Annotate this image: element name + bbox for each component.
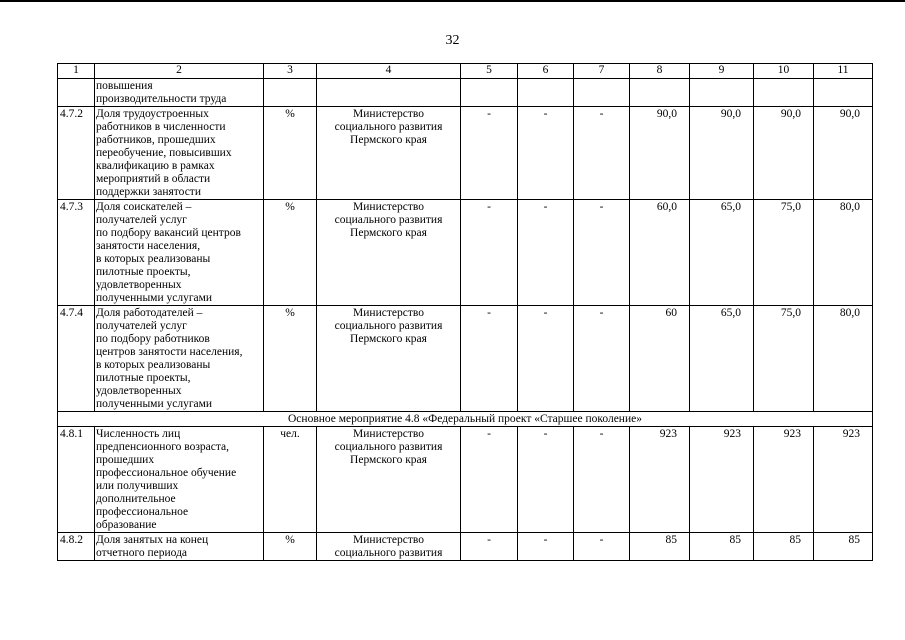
col-header: 7 (574, 64, 630, 79)
value-col10: 75,0 (754, 200, 814, 306)
section-row (58, 412, 873, 427)
value-col11: 90,0 (814, 107, 873, 200)
value-col11: 80,0 (814, 306, 873, 412)
col-header: 1 (58, 64, 95, 79)
value-col8: 60,0 (630, 200, 690, 306)
header-row (58, 64, 873, 79)
value-col8: 923 (630, 427, 690, 533)
value-col8: 60 (630, 306, 690, 412)
value-col10: 85 (754, 533, 814, 561)
row-id: 4.7.2 (58, 107, 95, 200)
value-col8 (630, 79, 690, 107)
col-header: 9 (690, 64, 754, 79)
value-col9: 90,0 (690, 107, 754, 200)
indicator-name: Доля трудоустроенных работников в численности работников, прошедших переобучение, повысивших квалификацию в рамках мероприятий в области поддержки занятости (95, 107, 264, 200)
value-col6: - (518, 533, 574, 561)
value-col10: 75,0 (754, 306, 814, 412)
unit: чел. (264, 427, 317, 533)
value-col5: - (461, 533, 518, 561)
value-col5: - (461, 427, 518, 533)
responsible (317, 79, 461, 107)
table-row (58, 79, 873, 107)
indicator-name: Доля занятых на конец отчетного периода (95, 533, 264, 561)
col-header: 11 (814, 64, 873, 79)
value-col8: 85 (630, 533, 690, 561)
col-header: 8 (630, 64, 690, 79)
col-header: 2 (95, 64, 264, 79)
value-col8: 90,0 (630, 107, 690, 200)
value-col7: - (574, 107, 630, 200)
value-col6: - (518, 306, 574, 412)
value-col11: 85 (814, 533, 873, 561)
table-row (58, 200, 873, 306)
responsible: Министерство социального развития Пермского края (317, 107, 461, 200)
value-col9: 85 (690, 533, 754, 561)
table-row (58, 306, 873, 412)
page-number: 32 (445, 33, 460, 48)
value-col6 (518, 79, 574, 107)
value-col9 (690, 79, 754, 107)
value-col7: - (574, 200, 630, 306)
row-id: 4.7.4 (58, 306, 95, 412)
responsible: Министерство социального развития (317, 533, 461, 561)
unit: % (264, 200, 317, 306)
indicator-name: Доля работодателей – получателей услуг по подбору работников центров занятости населения, в которых реализованы пилотные проекты, удовлетворенных полученными услугами (95, 306, 264, 412)
value-col7: - (574, 306, 630, 412)
unit: % (264, 533, 317, 561)
col-header: 5 (461, 64, 518, 79)
col-header: 4 (317, 64, 461, 79)
table-row (58, 107, 873, 200)
indicator-name: повышения производительности труда (95, 79, 264, 107)
indicators-table (57, 63, 873, 561)
value-col5: - (461, 107, 518, 200)
unit: % (264, 306, 317, 412)
row-id: 4.8.1 (58, 427, 95, 533)
value-col9: 65,0 (690, 200, 754, 306)
value-col10 (754, 79, 814, 107)
value-col11 (814, 79, 873, 107)
value-col6: - (518, 200, 574, 306)
unit (264, 79, 317, 107)
value-col6: - (518, 427, 574, 533)
row-id: 4.8.2 (58, 533, 95, 561)
value-col7 (574, 79, 630, 107)
indicator-name: Доля соискателей – получателей услуг по подбору вакансий центров занятости населения, в которых реализованы пилотные проекты, удовлетворенных полученными услугами (95, 200, 264, 306)
responsible: Министерство социального развития Пермского края (317, 427, 461, 533)
value-col7: - (574, 427, 630, 533)
indicator-name: Численность лиц предпенсионного возраста, прошедших профессиональное обучение или получивших дополнительное профессиональное образование (95, 427, 264, 533)
responsible: Министерство социального развития Пермского края (317, 306, 461, 412)
value-col11: 80,0 (814, 200, 873, 306)
value-col11: 923 (814, 427, 873, 533)
value-col9: 923 (690, 427, 754, 533)
value-col5 (461, 79, 518, 107)
value-col5: - (461, 306, 518, 412)
col-header: 3 (264, 64, 317, 79)
row-id (58, 79, 95, 107)
value-col5: - (461, 200, 518, 306)
value-col7: - (574, 533, 630, 561)
table-row (58, 533, 873, 561)
table-row (58, 427, 873, 533)
col-header: 10 (754, 64, 814, 79)
value-col9: 65,0 (690, 306, 754, 412)
unit: % (264, 107, 317, 200)
col-header: 6 (518, 64, 574, 79)
value-col6: - (518, 107, 574, 200)
responsible: Министерство социального развития Пермского края (317, 200, 461, 306)
scan-top-edge (0, 0, 905, 2)
value-col10: 923 (754, 427, 814, 533)
section-title: Основное мероприятие 4.8 «Федеральный проект «Старшее поколение» (58, 412, 873, 427)
row-id: 4.7.3 (58, 200, 95, 306)
value-col10: 90,0 (754, 107, 814, 200)
